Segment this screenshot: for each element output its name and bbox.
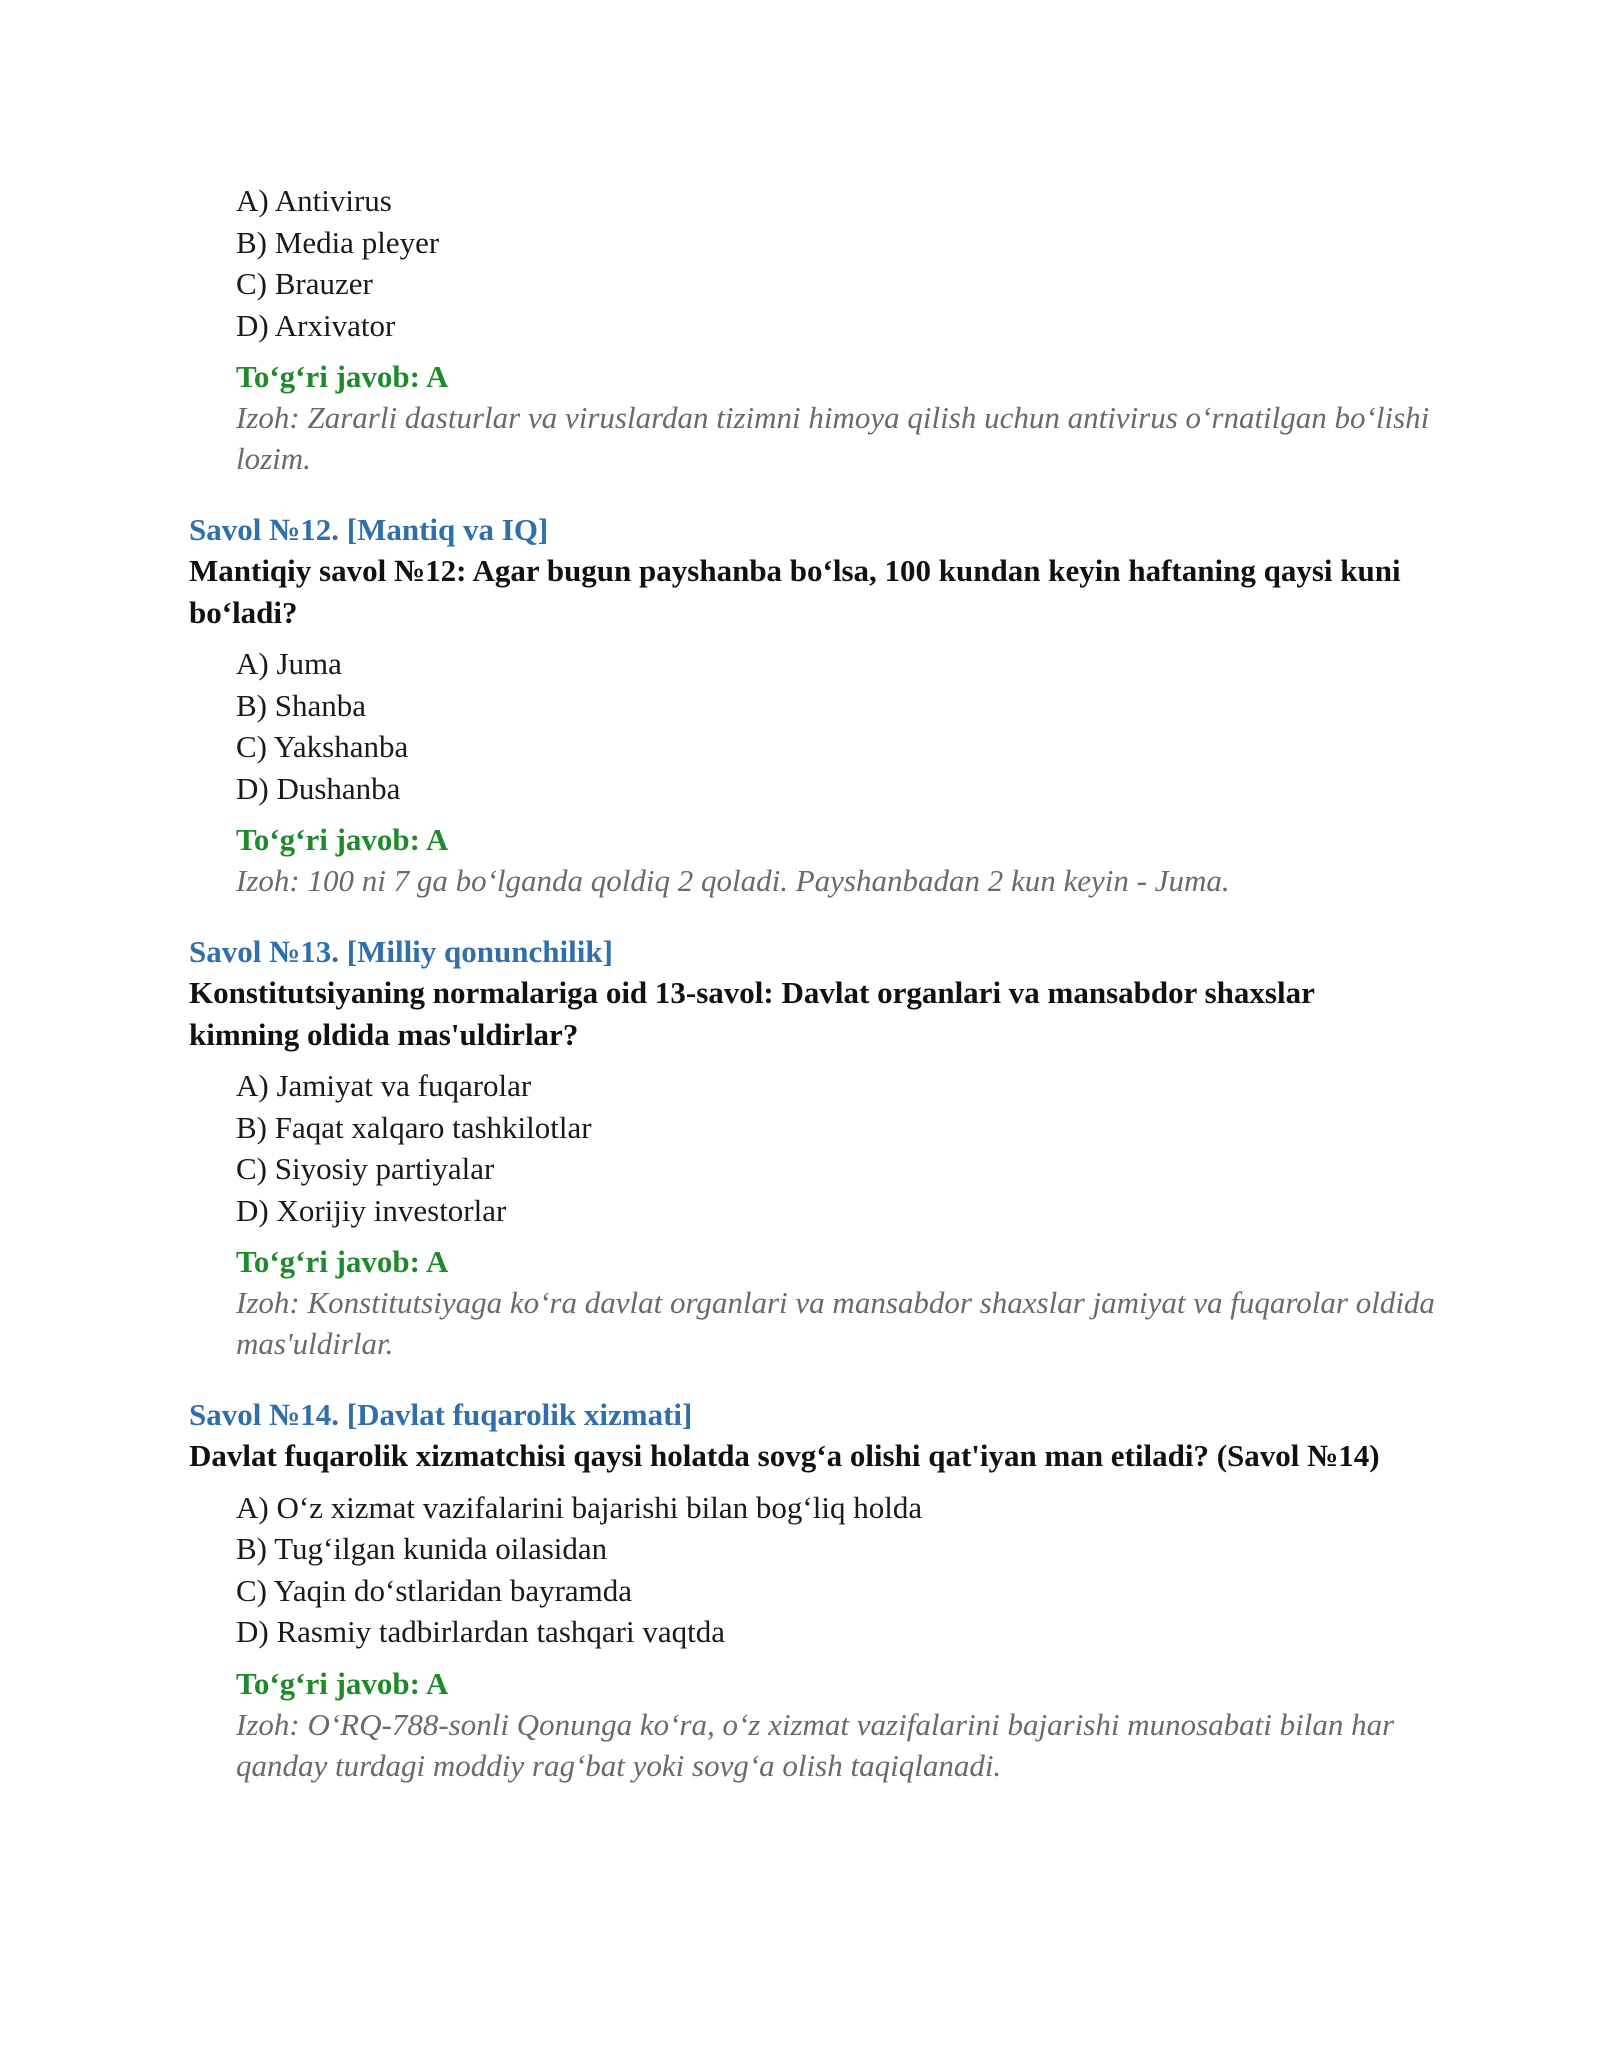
explanation-note: Izoh: Konstitutsiyaga ko‘ra davlat organlari va mansabdor shaxslar jamiyat va fuqarolar oldida mas'uldirlar. <box>236 1285 1435 1361</box>
answer-option-a: A) Antivirus <box>236 183 392 218</box>
answer-option-a: A) O‘z xizmat vazifalarini bajarishi bilan bog‘liq holda <box>236 1489 923 1525</box>
answer-option-d: D) Arxivator <box>236 307 396 343</box>
answer-option-d: D) Rasmiy tadbirlardan tashqari vaqtda <box>236 1614 725 1649</box>
answer-option-d: D) Xorijiy investorlar <box>236 1192 507 1228</box>
question-text: Konstitutsiyaning normalariga oid 13-savol: Davlat organlari va mansabdor shaxslar kimning oldida mas'uldirlar? <box>189 975 1315 1052</box>
explanation-note: Izoh: O‘RQ-788-sonli Qonunga ko‘ra, o‘z xizmat vazifalarini bajarishi munosabati bilan har qanday turdagi moddiy rag‘bat yoki sovg‘a olish taqiqlanadi. <box>236 1706 1395 1783</box>
correct-answer: To‘g‘ri javob: A <box>236 359 449 394</box>
question-12 <box>0 509 1600 901</box>
answer-options <box>0 643 1600 809</box>
answer-option-a: A) Jamiyat va fuqarolar <box>236 1068 532 1103</box>
question-14 <box>0 1394 1600 1786</box>
question-text: Davlat fuqarolik xizmatchisi qaysi holatda sovg‘a olishi qat'iyan man etiladi? (Savol №14) <box>189 1438 1380 1473</box>
answer-option-b: B) Tug‘ilgan kunida oilasidan <box>236 1531 608 1566</box>
answer-option-b: B) Shanba <box>236 687 367 723</box>
question-heading: Savol №14. [Davlat fuqarolik xizmati] <box>189 1397 693 1432</box>
correct-answer: To‘g‘ri javob: A <box>236 1665 449 1701</box>
answer-option-a: A) Juma <box>236 646 342 681</box>
answer-option-b: B) Faqat xalqaro tashkilotlar <box>236 1109 592 1145</box>
answer-option-c: C) Yakshanba <box>236 729 409 764</box>
answer-option-c: C) Siyosiy partiyalar <box>236 1151 495 1186</box>
answer-options <box>0 1487 1600 1653</box>
correct-answer: To‘g‘ri javob: A <box>236 822 449 857</box>
answer-option-d: D) Dushanba <box>236 770 401 806</box>
answer-options <box>0 1065 1600 1231</box>
answer-options <box>0 180 1600 346</box>
question-11-continuation <box>0 180 1600 1786</box>
question-heading: Savol №13. [Milliy qonunchilik] <box>189 934 613 969</box>
answer-option-c: C) Yaqin do‘stlaridan bayramda <box>236 1572 633 1608</box>
answer-option-b: B) Media pleyer <box>236 224 440 260</box>
correct-answer: To‘g‘ri javob: A <box>236 1244 449 1279</box>
question-heading: Savol №12. [Mantiq va IQ] <box>189 512 549 547</box>
explanation-note: Izoh: Zararli dasturlar va viruslardan tizimni himoya qilish uchun antivirus o‘rnatilgan bo‘lishi lozim. <box>236 400 1430 476</box>
question-13 <box>0 931 1600 1364</box>
question-text: Mantiqiy savol №12: Agar bugun payshanba bo‘lsa, 100 kundan keyin haftaning qaysi kuni bo‘ladi? <box>189 553 1401 630</box>
answer-option-c: C) Brauzer <box>236 266 373 301</box>
explanation-note: Izoh: 100 ni 7 ga bo‘lganda qoldiq 2 qoladi. Payshanbadan 2 kun keyin - Juma. <box>236 863 1230 898</box>
